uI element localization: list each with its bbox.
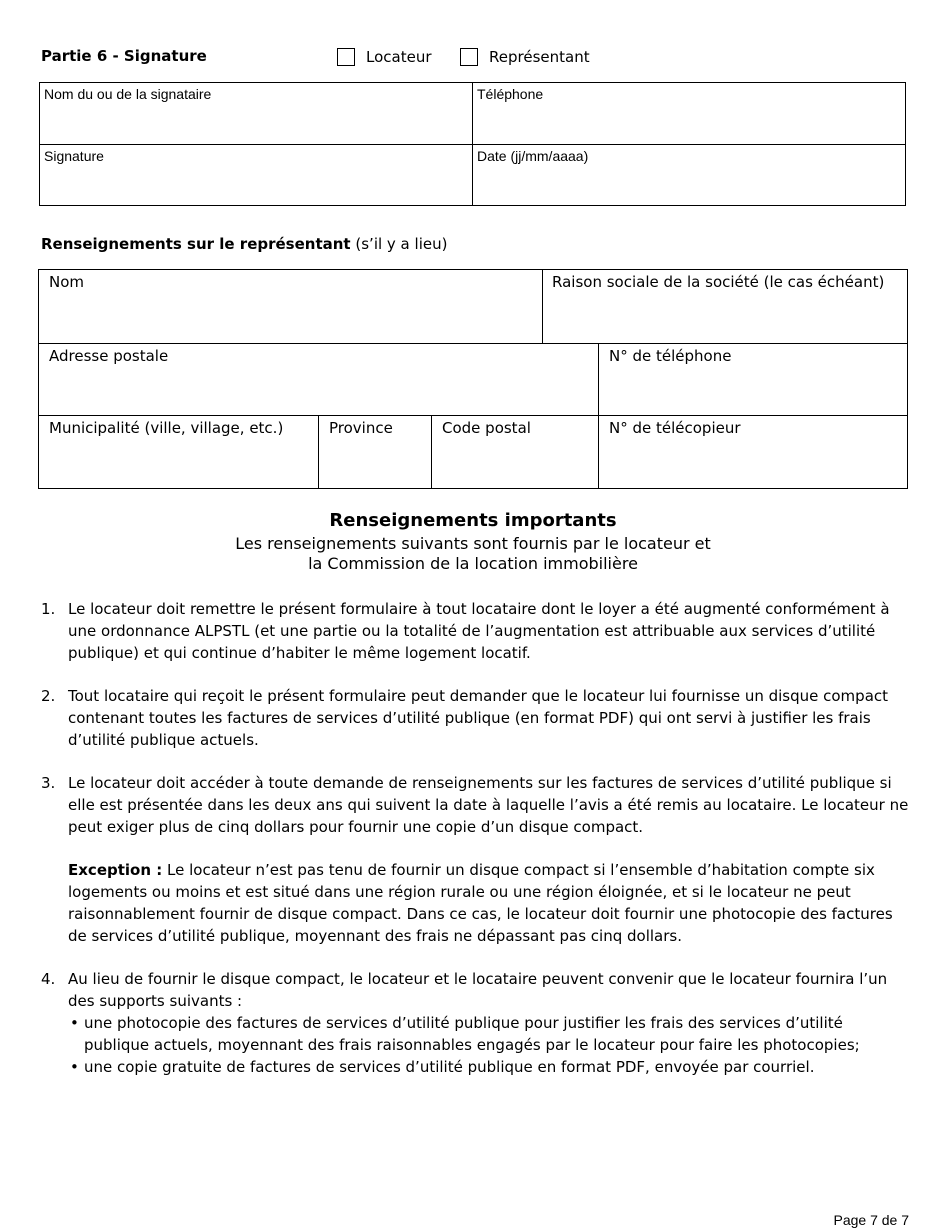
telephone-label: Téléphone xyxy=(477,86,544,102)
representative-checkbox[interactable] xyxy=(460,48,478,66)
representative-heading-bold: Renseignements sur le représentant xyxy=(41,235,351,253)
representative-heading xyxy=(41,235,447,253)
rep-municipality-label: Municipalité (ville, village, etc.) xyxy=(49,419,284,437)
item-number: 3. xyxy=(41,774,56,792)
rep-company-label: Raison sociale de la société (le cas échéant) xyxy=(552,273,885,291)
signature-table xyxy=(39,82,906,206)
rep-fax-field[interactable] xyxy=(599,416,907,488)
rep-province-field[interactable] xyxy=(319,416,431,488)
list-item xyxy=(41,968,911,1012)
list-item xyxy=(41,772,911,838)
rep-postal-code-field[interactable] xyxy=(432,416,598,488)
bullet-mark: • xyxy=(70,1058,79,1076)
rep-company-field[interactable] xyxy=(543,270,907,343)
rep-fax-label: N° de télécopieur xyxy=(609,419,741,437)
page-number: Page 7 de 7 xyxy=(833,1212,909,1228)
rep-postal-code-label: Code postal xyxy=(442,419,531,437)
item-number: 4. xyxy=(41,970,56,988)
bullet-item xyxy=(70,1012,910,1056)
important-title: Renseignements importants xyxy=(329,510,617,531)
telephone-field[interactable] xyxy=(473,83,905,144)
landlord-checkbox[interactable] xyxy=(337,48,355,66)
item-text: Le locateur doit accéder à toute demande de renseignements sur les factures de services d’utilité publique si elle est présentée dans les deux ans qui suivent la date à laquelle l’avis a été remis au locataire. Le locateur ne peut exiger plus de cinq dollars pour fournir une copie d’un disque compact. xyxy=(68,774,909,836)
rep-phone-label: N° de téléphone xyxy=(609,347,732,365)
rep-name-field[interactable] xyxy=(39,270,542,343)
rep-name-label: Nom xyxy=(49,273,85,291)
bullet-text: une copie gratuite de factures de services d’utilité publique en format PDF, envoyée par courriel. xyxy=(84,1058,815,1076)
landlord-checkbox-label: Locateur xyxy=(366,48,432,66)
signature-label: Signature xyxy=(44,148,104,164)
exception-label: Exception : xyxy=(68,861,163,879)
item-number: 2. xyxy=(41,687,56,705)
representative-checkbox-label: Représentant xyxy=(489,48,590,66)
signatory-name-label: Nom du ou de la signataire xyxy=(44,86,212,102)
exception-text: Le locateur n’est pas tenu de fournir un disque compact si l’ensemble d’habitation compte six logements ou moins et est situé dans une région rurale ou une région éloignée, et si le locateur ne peut raisonnablement fournir de disque compact. Dans ce cas, le locateur doit fournir une photocopie des factures de services d’utilité publique, moyennant des frais ne dépassant pas cinq dollars. xyxy=(68,861,893,945)
date-field[interactable] xyxy=(473,145,905,205)
important-subtitle-line2: la Commission de la location immobilière xyxy=(308,554,638,573)
item-text: Le locateur doit remettre le présent formulaire à tout locataire dont le loyer a été augmenté conformément à une ordonnance ALPSTL (et une partie ou la totalité de l’augmentation est attribuable aux services d’utilité publique) et qui continue d’habiter le même logement locatif. xyxy=(68,600,890,662)
item-text: Au lieu de fournir le disque compact, le locateur et le locataire peuvent convenir que le locateur fournira l’un des supports suivants : xyxy=(68,970,888,1010)
signature-field[interactable] xyxy=(40,145,472,205)
item-number: 1. xyxy=(41,600,56,618)
date-label: Date (jj/mm/aaaa) xyxy=(477,148,589,164)
exception-paragraph xyxy=(68,859,913,947)
bullet-item xyxy=(70,1056,910,1078)
signatory-name-field[interactable] xyxy=(40,83,472,144)
item-text: Tout locataire qui reçoit le présent formulaire peut demander que le locateur lui fournisse un disque compact contenant toutes les factures de services d’utilité publique (en format PDF) qui ont servi à justifier les frais d’utilité publique actuels. xyxy=(68,687,889,749)
bullet-mark: • xyxy=(70,1014,79,1032)
rep-address-label: Adresse postale xyxy=(49,347,169,365)
list-item xyxy=(41,598,911,664)
representative-heading-note: (s’il y a lieu) xyxy=(350,235,448,253)
important-subtitle-line1: Les renseignements suivants sont fournis par le locateur et xyxy=(235,534,711,553)
bullet-text: une photocopie des factures de services d’utilité publique pour justifier les frais des services d’utilité publique actuels, moyennant des frais raisonnables engagés par le locateur pour faire les photocopies; xyxy=(84,1014,860,1054)
representative-table xyxy=(38,269,908,489)
rep-address-field[interactable] xyxy=(39,344,598,415)
list-item xyxy=(41,685,911,751)
rep-phone-field[interactable] xyxy=(599,344,907,415)
part6-title: Partie 6 - Signature xyxy=(41,47,207,65)
rep-municipality-field[interactable] xyxy=(39,416,318,488)
rep-province-label: Province xyxy=(329,419,393,437)
